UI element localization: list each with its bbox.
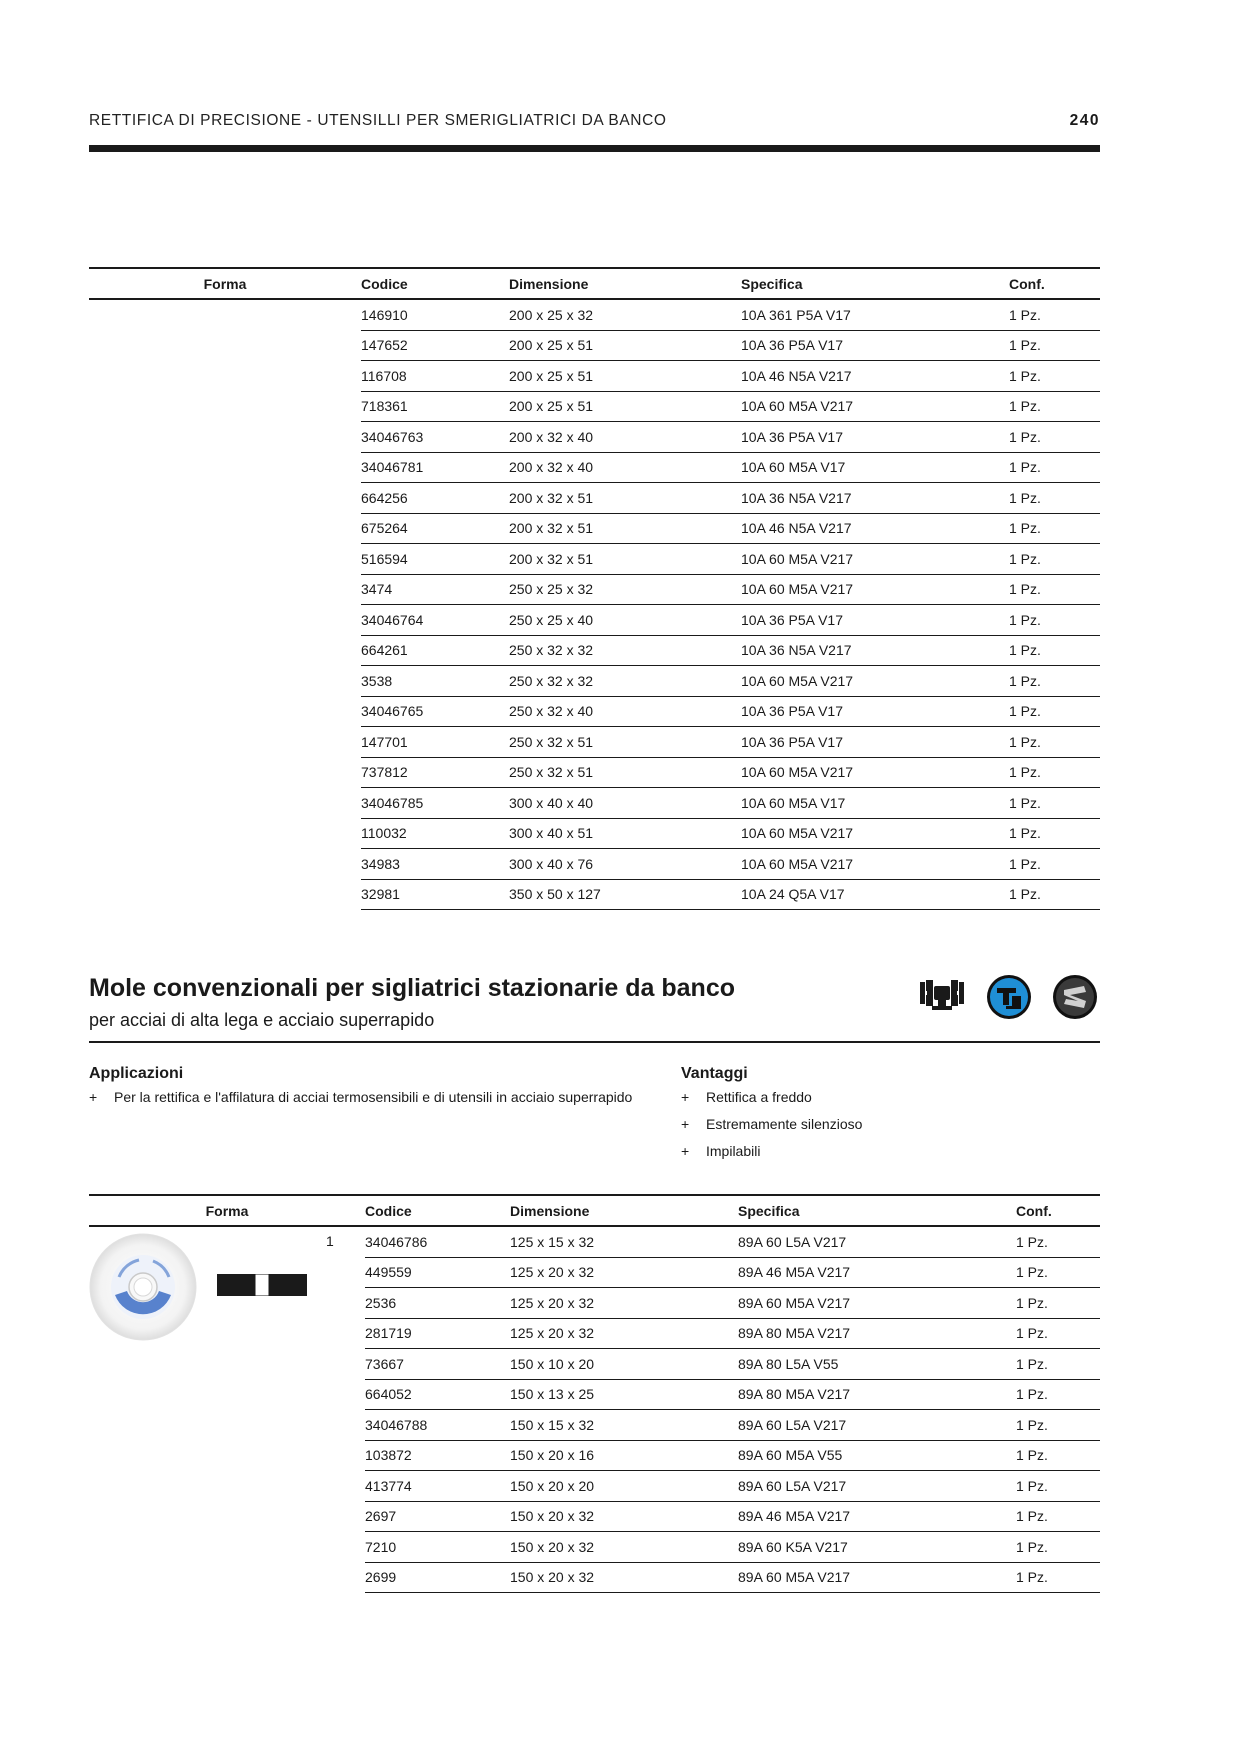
conf-cell: 1 Pz. [1016,1532,1100,1563]
column-header-specifica: Specifica [741,268,1009,299]
conf-cell: 1 Pz. [1016,1226,1100,1257]
specifica-cell: 10A 60 M5A V217 [741,818,1009,849]
list-item [681,1116,1081,1143]
table-header-row [89,1195,1100,1226]
codice-cell: 2699 [365,1562,510,1593]
advantages-block [681,1065,1081,1170]
codice-cell: 449559 [365,1257,510,1288]
codice-cell: 34046781 [361,452,509,483]
conf-cell: 1 Pz. [1009,818,1100,849]
codice-cell: 2536 [365,1288,510,1319]
list-item [681,1089,1081,1116]
codice-cell: 34046763 [361,422,509,453]
advantage-text: Estremamente silenzioso [706,1116,863,1132]
wheel-profile-icon [217,1274,307,1296]
specifica-cell: 10A 36 P5A V17 [741,727,1009,758]
advantages-title: Vantaggi [681,1065,748,1082]
conf-cell: 1 Pz. [1009,299,1100,330]
plus-icon: + [89,1089,98,1105]
specifica-cell: 10A 36 P5A V17 [741,422,1009,453]
column-header-conf: Conf. [1016,1195,1100,1226]
conf-cell: 1 Pz. [1016,1288,1100,1319]
specifica-cell: 10A 60 M5A V17 [741,788,1009,819]
conf-cell: 1 Pz. [1009,574,1100,605]
conf-cell: 1 Pz. [1009,727,1100,758]
codice-cell: 146910 [361,299,509,330]
product-table-2 [89,1194,1100,1593]
dimensione-cell: 125 x 20 x 32 [510,1257,738,1288]
specifica-cell: 89A 60 M5A V217 [738,1288,1016,1319]
dimensione-cell: 125 x 20 x 32 [510,1288,738,1319]
dimensione-cell: 300 x 40 x 51 [509,818,741,849]
specifica-cell: 89A 46 M5A V217 [738,1257,1016,1288]
grinding-wheel-image [89,1233,197,1341]
table-header-row [89,268,1100,299]
forma-cell [89,1226,365,1593]
codice-cell: 32981 [361,879,509,910]
dimensione-cell: 250 x 32 x 40 [509,696,741,727]
specifica-cell: 10A 46 N5A V217 [741,361,1009,392]
dimensione-cell: 200 x 25 x 51 [509,361,741,392]
forma-number: 1 [326,1233,334,1249]
dimensione-cell: 200 x 32 x 40 [509,422,741,453]
advantage-text: Impilabili [706,1143,761,1159]
codice-cell: 516594 [361,544,509,575]
conf-cell: 1 Pz. [1016,1562,1100,1593]
codice-cell: 3538 [361,666,509,697]
table-row [89,299,1100,330]
codice-cell: 34983 [361,849,509,880]
conf-cell: 1 Pz. [1009,391,1100,422]
table-2-body [89,1226,1100,1593]
plus-icon: + [681,1089,690,1105]
codice-cell: 147652 [361,330,509,361]
conf-cell: 1 Pz. [1009,757,1100,788]
page-number: 240 [1069,112,1100,129]
dimensione-cell: 150 x 13 x 25 [510,1379,738,1410]
conf-cell: 1 Pz. [1016,1501,1100,1532]
specifica-cell: 89A 60 L5A V217 [738,1226,1016,1257]
table-1-body [89,299,1100,910]
specifica-cell: 10A 36 P5A V17 [741,605,1009,636]
codice-cell: 7210 [365,1532,510,1563]
dimensione-cell: 250 x 32 x 32 [509,635,741,666]
specifica-cell: 10A 60 M5A V217 [741,574,1009,605]
conf-cell: 1 Pz. [1016,1471,1100,1502]
dimensione-cell: 350 x 50 x 127 [509,879,741,910]
codice-cell: 116708 [361,361,509,392]
specifica-cell: 10A 60 M5A V217 [741,544,1009,575]
header-rule [89,145,1100,152]
dimensione-cell: 150 x 20 x 20 [510,1471,738,1502]
codice-cell: 34046785 [361,788,509,819]
dimensione-cell: 300 x 40 x 76 [509,849,741,880]
conf-cell: 1 Pz. [1009,361,1100,392]
conf-cell: 1 Pz. [1009,696,1100,727]
column-header-dimensione: Dimensione [510,1195,738,1226]
codice-cell: 664052 [365,1379,510,1410]
advantage-text: Rettifica a freddo [706,1089,812,1105]
codice-cell: 2697 [365,1501,510,1532]
conf-cell: 1 Pz. [1016,1257,1100,1288]
specifica-cell: 10A 60 M5A V217 [741,757,1009,788]
dimensione-cell: 150 x 20 x 32 [510,1501,738,1532]
column-header-dimensione: Dimensione [509,268,741,299]
specifica-cell: 89A 80 L5A V55 [738,1349,1016,1380]
codice-cell: 147701 [361,727,509,758]
codice-cell: 675264 [361,513,509,544]
specifica-cell: 89A 60 M5A V55 [738,1440,1016,1471]
column-header-codice: Codice [361,268,509,299]
dimensione-cell: 200 x 25 x 51 [509,391,741,422]
dimensione-cell: 150 x 20 x 32 [510,1562,738,1593]
dimensione-cell: 200 x 32 x 51 [509,513,741,544]
conf-cell: 1 Pz. [1016,1349,1100,1380]
section-subtitle: per acciai di alta lega e acciaio superrapido [89,1010,435,1030]
dimensione-cell: 200 x 32 x 51 [509,544,741,575]
specifica-cell: 10A 36 N5A V217 [741,635,1009,666]
dimensione-cell: 150 x 20 x 32 [510,1532,738,1563]
dimensione-cell: 125 x 20 x 32 [510,1318,738,1349]
dimensione-cell: 200 x 32 x 40 [509,452,741,483]
column-header-forma: Forma [89,268,361,299]
dimensione-cell: 200 x 32 x 51 [509,483,741,514]
conf-cell: 1 Pz. [1009,544,1100,575]
codice-cell: 3474 [361,574,509,605]
dimensione-cell: 250 x 25 x 32 [509,574,741,605]
conf-cell: 1 Pz. [1016,1379,1100,1410]
list-item [681,1143,1081,1170]
plus-icon: + [681,1116,690,1132]
dimensione-cell: 250 x 32 x 51 [509,757,741,788]
specifica-cell: 89A 46 M5A V217 [738,1501,1016,1532]
codice-cell: 718361 [361,391,509,422]
codice-cell: 103872 [365,1440,510,1471]
codice-cell: 664261 [361,635,509,666]
dimensione-cell: 125 x 15 x 32 [510,1226,738,1257]
specifica-cell: 10A 60 M5A V217 [741,849,1009,880]
conf-cell: 1 Pz. [1009,666,1100,697]
column-header-codice: Codice [365,1195,510,1226]
conf-cell: 1 Pz. [1009,422,1100,453]
dimensione-cell: 200 x 25 x 51 [509,330,741,361]
product-table-1 [89,267,1100,910]
table-row [89,1226,1100,1257]
specifica-cell: 10A 46 N5A V217 [741,513,1009,544]
specifica-cell: 89A 60 K5A V217 [738,1532,1016,1563]
conf-cell: 1 Pz. [1009,483,1100,514]
conf-cell: 1 Pz. [1016,1410,1100,1441]
dimensione-cell: 250 x 32 x 32 [509,666,741,697]
codice-cell: 737812 [361,757,509,788]
dimensione-cell: 150 x 10 x 20 [510,1349,738,1380]
conf-cell: 1 Pz. [1009,879,1100,910]
codice-cell: 73667 [365,1349,510,1380]
applications-block [89,1065,669,1116]
column-header-forma: Forma [89,1195,365,1226]
conf-cell: 1 Pz. [1016,1440,1100,1471]
specifica-cell: 10A 60 M5A V217 [741,391,1009,422]
dimensione-cell: 250 x 32 x 51 [509,727,741,758]
dimensione-cell: 250 x 25 x 40 [509,605,741,636]
specifica-cell: 89A 80 M5A V217 [738,1379,1016,1410]
forma-cell [89,299,361,910]
specifica-cell: 10A 36 P5A V17 [741,696,1009,727]
codice-cell: 34046786 [365,1226,510,1257]
codice-cell: 664256 [361,483,509,514]
bench-grinder-icon [920,979,964,1013]
specifica-cell: 10A 36 P5A V17 [741,330,1009,361]
conf-cell: 1 Pz. [1009,635,1100,666]
conf-cell: 1 Pz. [1009,452,1100,483]
page-header-title: RETTIFICA DI PRECISIONE - UTENSILLI PER SMERIGLIATRICI DA BANCO [89,112,667,129]
codice-cell: 281719 [365,1318,510,1349]
conf-cell: 1 Pz. [1009,788,1100,819]
codice-cell: 34046764 [361,605,509,636]
specifica-cell: 10A 60 M5A V217 [741,666,1009,697]
column-header-conf: Conf. [1009,268,1100,299]
conf-cell: 1 Pz. [1009,513,1100,544]
conf-cell: 1 Pz. [1009,605,1100,636]
application-text: Per la rettifica e l'affilatura di acciai termosensibili e di utensili in acciaio superrapido [114,1089,633,1105]
codice-cell: 34046788 [365,1410,510,1441]
specifica-cell: 10A 24 Q5A V17 [741,879,1009,910]
specifica-cell: 89A 60 L5A V217 [738,1410,1016,1441]
high-alloy-steel-badge-icon [986,974,1032,1020]
hss-steel-badge-icon [1052,974,1098,1020]
specifica-cell: 10A 36 N5A V217 [741,483,1009,514]
plus-icon: + [681,1143,690,1159]
codice-cell: 413774 [365,1471,510,1502]
dimensione-cell: 150 x 15 x 32 [510,1410,738,1441]
section-rule [89,1041,1100,1043]
specifica-cell: 89A 60 L5A V217 [738,1471,1016,1502]
conf-cell: 1 Pz. [1009,849,1100,880]
specifica-cell: 89A 60 M5A V217 [738,1562,1016,1593]
dimensione-cell: 200 x 25 x 32 [509,299,741,330]
specifica-cell: 10A 60 M5A V17 [741,452,1009,483]
list-item [89,1089,669,1116]
section-icons [920,974,1100,1020]
column-header-specifica: Specifica [738,1195,1016,1226]
dimensione-cell: 150 x 20 x 16 [510,1440,738,1471]
dimensione-cell: 300 x 40 x 40 [509,788,741,819]
applications-title: Applicazioni [89,1065,184,1082]
codice-cell: 34046765 [361,696,509,727]
conf-cell: 1 Pz. [1009,330,1100,361]
specifica-cell: 10A 361 P5A V17 [741,299,1009,330]
codice-cell: 110032 [361,818,509,849]
section-title: Mole convenzionali per sigliatrici stazionarie da banco [89,974,735,1002]
conf-cell: 1 Pz. [1016,1318,1100,1349]
specifica-cell: 89A 80 M5A V217 [738,1318,1016,1349]
